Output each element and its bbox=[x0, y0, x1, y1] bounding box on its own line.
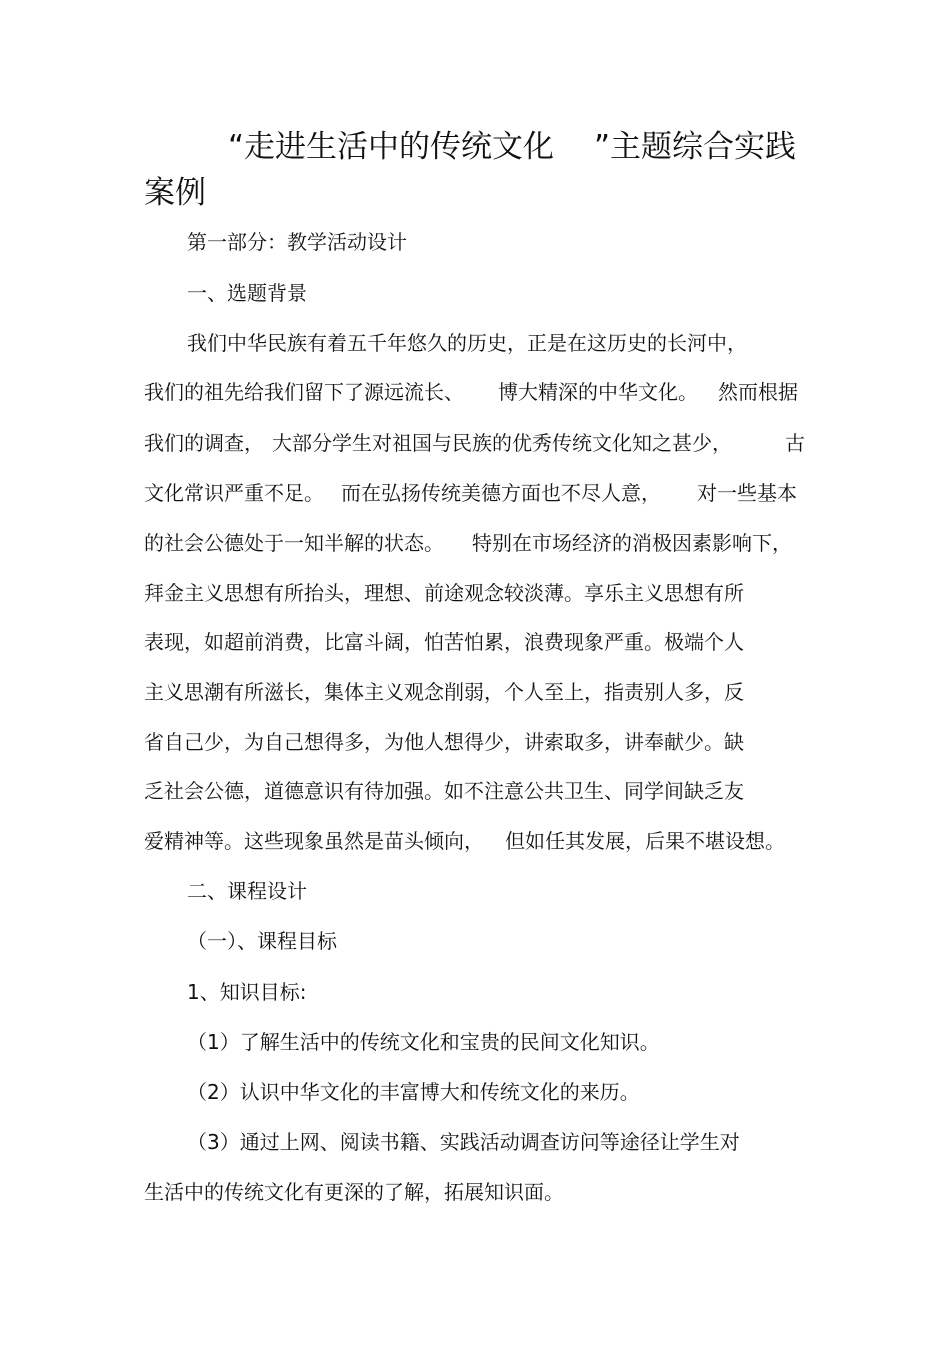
paragraph-line: 古 bbox=[785, 431, 805, 455]
paragraph-line: 省自己少，为自己想得多，为他人想得少，讲索取多，讲奉献少。缺 bbox=[144, 730, 744, 754]
paragraph-line: 然而根据 bbox=[718, 380, 798, 404]
paragraph-line: 特别在市场经济的消极因素影响下， bbox=[472, 531, 792, 555]
course-goals-subheading: （一）、课程目标 bbox=[187, 929, 337, 953]
paragraph-line: 而在弘扬传统美德方面也不尽人意， bbox=[341, 481, 661, 505]
paragraph-line: 文化常识严重不足。 bbox=[144, 481, 324, 505]
paragraph-line: 表现，如超前消费，比富斗阔，怕苦怕累，浪费现象严重。极端个人 bbox=[144, 630, 744, 654]
paragraph-line: 的社会公德处于一知半解的状态。 bbox=[144, 531, 444, 555]
paragraph-line: 乏社会公德，道德意识有待加强。如不注意公共卫生、同学间缺乏友 bbox=[144, 779, 744, 803]
paragraph-line: 主义思潮有所滋长，集体主义观念削弱，个人至上，指责别人多，反 bbox=[144, 680, 744, 704]
paragraph-line: 拜金主义思想有所抬头，理想、前途观念较淡薄。享乐主义思想有所 bbox=[144, 581, 744, 605]
course-design-heading: 二、课程设计 bbox=[187, 879, 307, 903]
paragraph-line: 爱精神等。这些现象虽然是苗头倾向， bbox=[144, 829, 484, 853]
section-part1-heading: 第一部分：教学活动设计 bbox=[187, 230, 407, 254]
goal-item: （3）通过上网、阅读书籍、实践活动调查访问等途径让学生对 bbox=[187, 1130, 740, 1154]
paragraph-line: 我们中华民族有着五千年悠久的历史，正是在这历史的长河中， bbox=[187, 331, 747, 355]
paragraph-line: 我们的调查， bbox=[144, 431, 264, 455]
paragraph-line: 但如任其发展，后果不堪设想。 bbox=[505, 829, 785, 853]
goal-item: 生活中的传统文化有更深的了解，拓展知识面。 bbox=[144, 1180, 564, 1204]
title-line2: 案例 bbox=[144, 175, 206, 211]
paragraph-line: 大部分学生对祖国与民族的优秀传统文化知之甚少， bbox=[272, 431, 732, 455]
knowledge-goal-label: 1、知识目标: bbox=[187, 980, 307, 1004]
title-line1-part1: “走进生活中的传统文化 bbox=[228, 129, 555, 165]
title-line1-part2: ”主题综合实践 bbox=[594, 129, 797, 165]
paragraph-line: 博大精深的中华文化。 bbox=[498, 380, 698, 404]
goal-item: （2）认识中华文化的丰富博大和传统文化的来历。 bbox=[187, 1080, 640, 1104]
background-heading: 一、选题背景 bbox=[187, 281, 307, 305]
paragraph-line: 对一些基本 bbox=[697, 481, 797, 505]
paragraph-line: 我们的祖先给我们留下了源远流长、 bbox=[144, 380, 464, 404]
goal-item: （1）了解生活中的传统文化和宝贵的民间文化知识。 bbox=[187, 1030, 660, 1054]
